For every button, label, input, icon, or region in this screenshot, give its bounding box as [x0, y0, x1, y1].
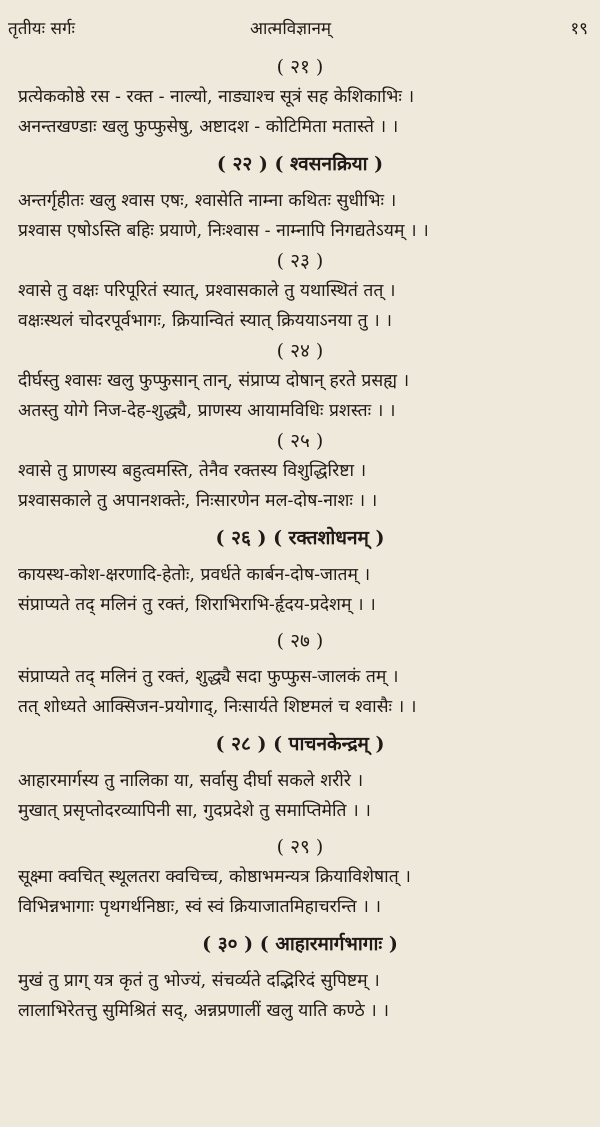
verse-content [0, 52, 600, 1026]
verse-line: तत् शोध्यते आक्सिजन-प्रयोगाद्, निःसार्यते शिष्टमलं च श्वासैः । । [18, 697, 417, 717]
section-heading: ( २६ ) ( रक्तशोधनम् ) [215, 527, 385, 549]
verse-line: आहारमार्गस्य तु नालिका या, सर्वासु दीर्घा सकले शरीरे । [18, 771, 364, 791]
verse-line: मुखं तु प्राग् यत्र कृतं तु भोज्यं, संचर्व्यते दद्भिरिदं सुपिष्टम् । [18, 971, 380, 991]
verse-line: मुखात् प्रसृप्तोदरव्यापिनी सा, गुदप्रदेशे तु समाप्तिमेति । । [18, 801, 371, 821]
verse-number: ( २७ ) [276, 630, 324, 652]
chapter-heading: तृतीयः सर्गः [8, 19, 75, 39]
verse-line: दीर्घस्तु श्वासः खलु फुप्फुसान् तान्, संप्राप्य दोषान् हरते प्रसह्य । [18, 371, 410, 391]
verse-line: लालाभिरेतत्तु सुमिश्रितं सद्, अन्नप्रणालीं खलु याति कण्ठे । । [18, 1001, 390, 1021]
section-heading: ( ३० ) ( आहारमार्गभागाः ) [202, 933, 398, 955]
verse-line: विभिन्नभागाः पृथगर्थनिष्ठाः, स्वं स्वं क्रियाजातमिहाचरन्ति । । [18, 897, 382, 917]
verse-number: ( २३ ) [276, 250, 324, 272]
verse-line: प्रश्वासकाले तु अपानशक्तेः, निःसारणेन मल-दोष-नाशः । । [18, 491, 378, 511]
verse-line: श्वासे तु प्राणस्य बहुत्वमस्ति, तेनैव रक्तस्य विशुद्धिरिष्टा । [18, 461, 367, 481]
verse-line: संप्राप्यते तद् मलिनं तु रक्तं, शिराभिराभि-र्हृदय-प्रदेशम् । । [18, 595, 376, 615]
verse-number: ( २१ ) [276, 56, 324, 78]
section-heading: ( २८ ) ( पाचनकेन्द्रम् ) [215, 733, 385, 755]
verse-line: अनन्तखण्डाः खलु फुप्फुसेषु, अष्टादश - कोटिमिता मतास्ते । । [18, 117, 399, 137]
verse-line: अन्तर्गृहीतः खलु श्वास एषः, श्वासेति नाम्ना कथितः सुधीभिः । [18, 191, 397, 211]
verse-line: कायस्थ-कोश-क्षरणादि-हेतोः, प्रवर्धते कार्बन-दोष-जातम् । [18, 565, 371, 585]
verse-line: प्रत्येककोष्ठे रस - रक्त - नाल्यो, नाड्याश्च सूत्रं सह केशिकाभिः । [18, 87, 415, 107]
running-header [0, 8, 600, 40]
section-heading: ( २२ ) ( श्वसनक्रिया ) [216, 153, 384, 175]
book-title: आत्मविज्ञानम् [250, 19, 332, 39]
verse-number: ( २९ ) [276, 836, 324, 858]
verse-line: प्रश्वास एषोऽस्ति बहिः प्रयाणे, निःश्वास - नाम्नापि निगद्यतेऽयम् । । [18, 221, 429, 241]
verse-line: सूक्ष्मा क्वचित् स्थूलतरा क्वचिच्च, कोष्ठाभमन्यत्र क्रियाविशेषात् । [18, 867, 411, 887]
verse-line: अतस्तु योगे निज-देह-शुद्ध्यै, प्राणस्य आयामविधिः प्रशस्तः । । [18, 401, 396, 421]
verse-number: ( २५ ) [276, 430, 324, 452]
verse-number: ( २४ ) [276, 340, 324, 362]
verse-line: वक्षःस्थलं चोदरपूर्वभागः, क्रियान्वितं स्यात् क्रियया‌ऽनया तु । । [18, 311, 393, 331]
page-number: १९ [570, 19, 588, 39]
verse-line: श्वासे तु वक्षः परिपूरितं स्यात्, प्रश्वासकाले तु यथास्थितं तत् । [18, 281, 396, 301]
verse-line: संप्राप्यते तद् मलिनं तु रक्तं, शुद्ध्यै सदा फुप्फुस-जालकं तम् । [18, 667, 399, 687]
